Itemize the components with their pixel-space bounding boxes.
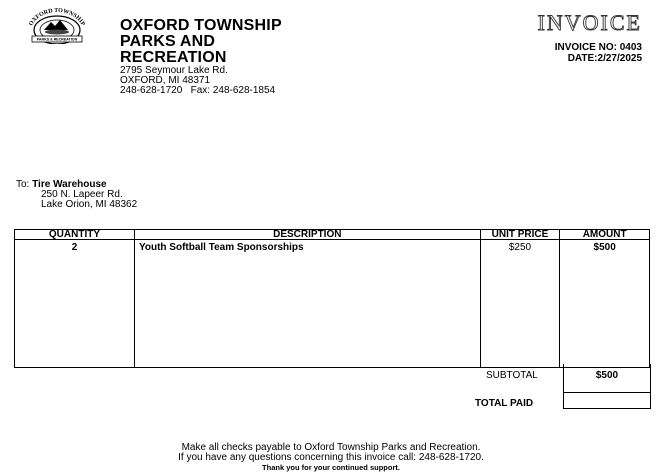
invoice-footer <box>0 443 662 472</box>
table-header-row <box>15 230 650 240</box>
header-description: DESCRIPTION <box>134 230 480 240</box>
logo-banner-text: PARKS & RECREATION <box>36 37 78 42</box>
cell-quantity: 2 <box>15 240 135 368</box>
org-name-line1: OXFORD TOWNSHIP <box>120 17 282 34</box>
invoice-title: INVOICE <box>537 10 642 35</box>
cell-description: Youth Softball Team Sponsorships <box>134 240 480 368</box>
org-address2: OXFORD, MI 48371 <box>120 75 211 86</box>
table-row <box>15 240 650 368</box>
footer-payable-note: Make all checks payable to Oxford Township Parks and Recreation. <box>181 442 481 453</box>
invoice-date: DATE:2/27/2025 <box>567 53 642 64</box>
logo-ring-text: OXFORD TOWNSHIP <box>28 8 86 28</box>
organization-block <box>120 18 282 96</box>
invoice-meta <box>555 42 642 64</box>
invoice-number: INVOICE NO: 0403 <box>554 42 642 53</box>
org-name-line2: PARKS AND <box>120 33 216 50</box>
footer-questions-note: If you have any questions concerning this invoice call: 248-628-1720. <box>178 452 484 463</box>
header-amount: AMOUNT <box>560 230 650 240</box>
subtotal-value: $500 <box>563 364 651 393</box>
township-logo <box>22 8 92 44</box>
header-quantity: QUANTITY <box>15 230 135 240</box>
header-unit-price: UNIT PRICE <box>480 230 560 240</box>
subtotal-label: SUBTOTAL <box>486 370 538 381</box>
bill-to-block <box>16 180 137 210</box>
org-address1: 2795 Seymour Lake Rd. <box>120 65 228 76</box>
bill-to-address1: 250 N. Lapeer Rd. <box>41 189 123 200</box>
cell-unit-price: $250 <box>480 240 560 368</box>
bill-to-name: Tire Warehouse <box>32 179 107 190</box>
bill-to-address2: Lake Orion, MI 48362 <box>41 199 138 210</box>
invoice-items-table <box>14 229 650 368</box>
total-paid-label: TOTAL PAID <box>475 398 534 409</box>
footer-thanks: Thank you for your continued support. <box>262 463 400 472</box>
cell-amount: $500 <box>560 240 650 368</box>
org-name-line3: RECREATION <box>120 49 227 66</box>
bill-to-prefix: To: <box>16 179 33 190</box>
total-paid-value <box>563 392 651 409</box>
org-phone: 248-628-1720 Fax: 248-628-1854 <box>120 85 276 96</box>
